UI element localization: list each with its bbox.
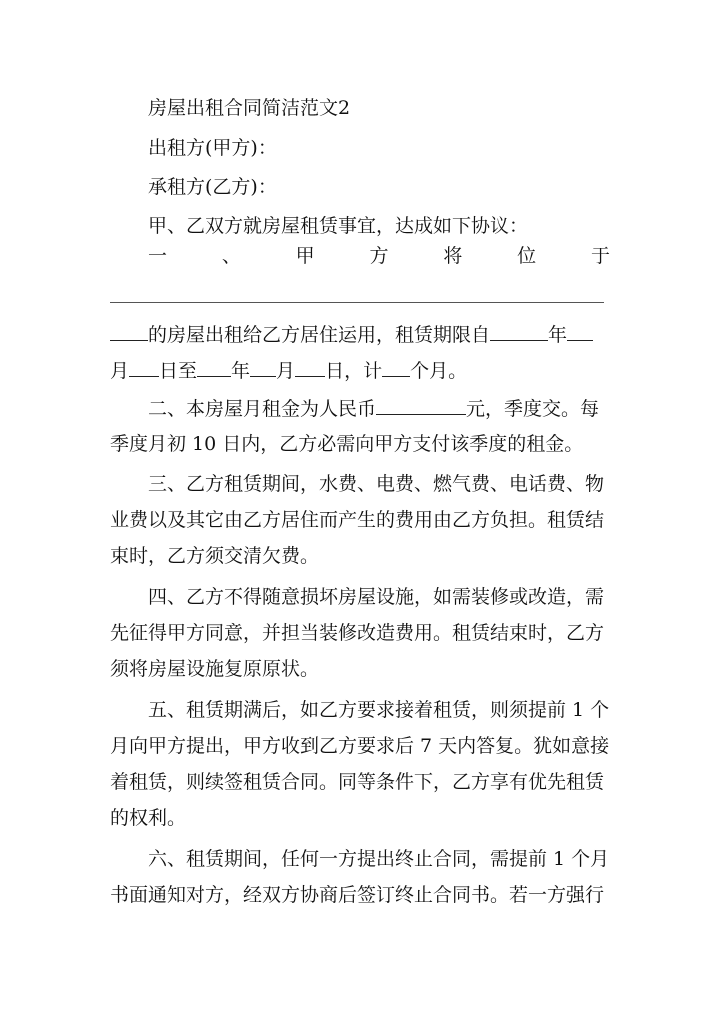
- document-title: 房屋出租合同简洁范文2: [148, 97, 351, 119]
- clause1-line2: [110, 322, 610, 347]
- clause3-line: 业费以及其它由乙方居住而产生的费用由乙方负担。租赁结: [110, 509, 605, 531]
- clause1-text: 的房屋出租给乙方居住运用，租赁期限自: [148, 324, 491, 346]
- clause1-char: 位: [517, 245, 537, 267]
- clause1-text: 月: [110, 360, 130, 382]
- clause2-line2: 季度月初 10 日内，乙方必需向甲方支付该季度的租金。: [110, 433, 584, 455]
- clause5-line: 着租赁，则续签租赁合同。同等条件下，乙方享有优先租赁: [110, 771, 605, 793]
- clause5-line: 月向甲方提出，甲方收到乙方要求后 7 天内答复。犹如意接: [110, 735, 610, 757]
- clause2-text: 二、本房屋月租金为人民币: [148, 398, 377, 420]
- blank-field: [250, 358, 276, 377]
- clause1-text: 月: [276, 360, 296, 382]
- clause1-text: 日至: [159, 360, 198, 382]
- clause1-line3: [110, 358, 610, 383]
- clause6-line: 六、租赁期间，任何一方提出终止合同，需提前 1 个月: [148, 848, 610, 870]
- clause4-line: 须将房屋设施复原原状。: [110, 658, 320, 680]
- clause1-text: 日，计: [325, 360, 383, 382]
- lessee-line: 承租方(乙方)：: [148, 176, 277, 198]
- clause1-text: 年: [231, 360, 251, 382]
- blank-field: [129, 358, 159, 377]
- blank-field: [110, 322, 148, 341]
- blank-field: [197, 358, 231, 377]
- clause1-char: 一: [148, 245, 168, 267]
- clause1-char: 甲: [295, 245, 315, 267]
- clause4-line: 先征得甲方同意，并担当装修改造费用。租赁结束时，乙方: [110, 622, 605, 644]
- clause1-char: 于: [590, 245, 610, 267]
- clause6-line: 书面通知对方，经双方协商后签订终止合同书。若一方强行: [110, 884, 605, 906]
- clause5-line: 的权利。: [110, 807, 187, 829]
- intro-line: 甲、乙双方就房屋租赁事宜，达成如下协议：: [148, 215, 529, 237]
- clause1-char: 方: [369, 245, 389, 267]
- lessor-line: 出租方(甲方)：: [148, 137, 277, 159]
- clause1-text: 年: [548, 324, 568, 346]
- clause1-char: 将: [443, 245, 463, 267]
- blank-field: [295, 358, 325, 377]
- clause1-char: 、: [221, 245, 241, 267]
- clause1-text: 个月。: [410, 360, 468, 382]
- clause3-line: 束时，乙方须交清欠费。: [110, 545, 320, 567]
- blank-field: [382, 358, 410, 377]
- blank-field: [567, 322, 593, 341]
- clause3-line: 三、乙方租赁期间，水费、电费、燃气费、电话费、物: [148, 473, 605, 495]
- clause5-line: 五、租赁期满后，如乙方要求接着租赁，则须提前 1 个: [148, 699, 610, 721]
- clause2-text: 元，季度交。每: [466, 398, 600, 420]
- blank-field: [490, 322, 548, 341]
- address-blank-rule: [110, 302, 604, 303]
- clause2-line1: [148, 396, 610, 421]
- clause4-line: 四、乙方不得随意损坏房屋设施，如需装修或改造，需: [148, 586, 605, 608]
- blank-field: [376, 396, 466, 415]
- clause1-spread-line: [148, 244, 610, 268]
